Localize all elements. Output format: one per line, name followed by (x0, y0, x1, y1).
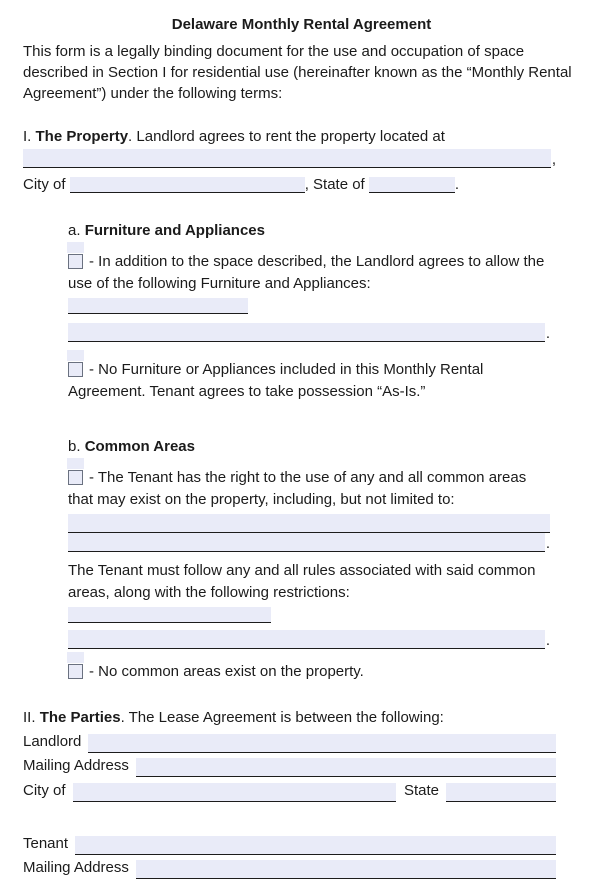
common-areas-line1-field[interactable] (68, 514, 550, 533)
common-areas-use-text: - The Tenant has the right to the use of any and all common areas that may exist on the property, including, but not limited to: (68, 469, 527, 508)
section-i-lead-text: . Landlord agrees to rent the property located at (128, 128, 445, 145)
section-ii-lead-text: . The Lease Agreement is between the following: (120, 709, 444, 726)
checkbox-box (69, 665, 82, 678)
furniture-appliances-line2-field[interactable] (68, 323, 545, 342)
rules-text: The Tenant must follow any and all rules associated with said common areas, along with the following restrictions: (68, 562, 536, 601)
property-address-row (23, 149, 556, 168)
city-label: City of (23, 176, 66, 193)
no-furniture-item (68, 359, 550, 403)
restrictions-line2-field[interactable] (68, 630, 545, 649)
section-i-heading (23, 126, 580, 147)
property-state-field[interactable] (369, 177, 455, 193)
furniture-appliances-field[interactable] (68, 298, 248, 314)
document-title: Delaware Monthly Rental Agreement (171, 16, 432, 33)
landlord-name-field[interactable] (88, 734, 556, 753)
furniture-included-text: - In addition to the space described, the Landlord agrees to allow the use of the following Furniture and Appliances: (68, 253, 545, 292)
tenant-row (23, 833, 556, 855)
section-a-title: Furniture and Appliances (84, 222, 265, 239)
punctuation: . (545, 535, 550, 552)
landlord-state-field[interactable] (446, 783, 556, 802)
section-ii-numeral: II. (23, 709, 36, 726)
landlord-city-state-row (23, 780, 556, 802)
tenant-mailing-address-field[interactable] (136, 860, 556, 879)
rules-paragraph (68, 560, 550, 626)
state-label: State (403, 781, 439, 799)
no-furniture-checkbox[interactable] (68, 362, 83, 377)
mailing-address-label: Mailing Address (23, 859, 129, 876)
property-address-field[interactable] (23, 149, 551, 168)
section-i-title: The Property (35, 128, 129, 145)
landlord-city-field[interactable] (73, 783, 396, 802)
landlord-mailing-address-field[interactable] (136, 758, 556, 777)
punctuation: . (545, 632, 550, 649)
common-areas-line2-field[interactable] (68, 533, 545, 552)
landlord-label: Landlord (23, 732, 82, 750)
section-ii-heading (23, 707, 580, 728)
section-i-numeral: I. (23, 128, 32, 145)
furniture-appliances-line2-row (68, 323, 550, 342)
furniture-included-checkbox[interactable] (68, 254, 83, 269)
restrictions-field[interactable] (68, 607, 271, 623)
section-ii-title: The Parties (39, 709, 121, 726)
landlord-mailing-row (23, 755, 556, 777)
no-common-areas-text: - No common areas exist on the property. (89, 663, 364, 680)
tenant-label: Tenant (23, 834, 69, 852)
furniture-included-item (68, 251, 550, 317)
tenant-name-field[interactable] (75, 836, 556, 855)
section-b-title: Common Areas (84, 438, 195, 455)
checkbox-box (69, 471, 82, 484)
punctuation: . (454, 176, 460, 193)
state-of-label: , State of (304, 176, 365, 193)
no-furniture-text: - No Furniture or Appliances included in this Monthly Rental Agreement. Tenant agrees to take possession “As-Is.” (68, 361, 484, 400)
property-city-state-row (23, 174, 580, 196)
common-areas-use-item (68, 467, 550, 511)
punctuation: . (545, 325, 550, 342)
mailing-address-label: Mailing Address (23, 757, 129, 774)
checkbox-box (69, 363, 82, 376)
section-b-letter: b. (68, 438, 81, 455)
common-areas-line1-row (68, 514, 550, 533)
punctuation: , (551, 151, 556, 168)
checkbox-box (69, 255, 82, 268)
subsections-block (68, 220, 550, 683)
section-a-heading (68, 220, 550, 241)
intro-paragraph: This form is a legally binding document for the use and occupation of space described in Section I for residential use (hereinafter known as the “Monthly Rental Agreement”) under the following terms: (23, 43, 572, 102)
city-label: City of (23, 781, 66, 799)
tenant-mailing-row (23, 857, 556, 879)
landlord-row (23, 731, 556, 753)
property-city-field[interactable] (70, 177, 305, 193)
no-common-areas-checkbox[interactable] (68, 664, 83, 679)
section-b-heading (68, 436, 550, 457)
no-common-areas-item (68, 661, 550, 683)
common-areas-line2-row (68, 533, 550, 552)
common-areas-checkbox[interactable] (68, 470, 83, 485)
restrictions-line2-row (68, 630, 550, 649)
section-a-letter: a. (68, 222, 81, 239)
